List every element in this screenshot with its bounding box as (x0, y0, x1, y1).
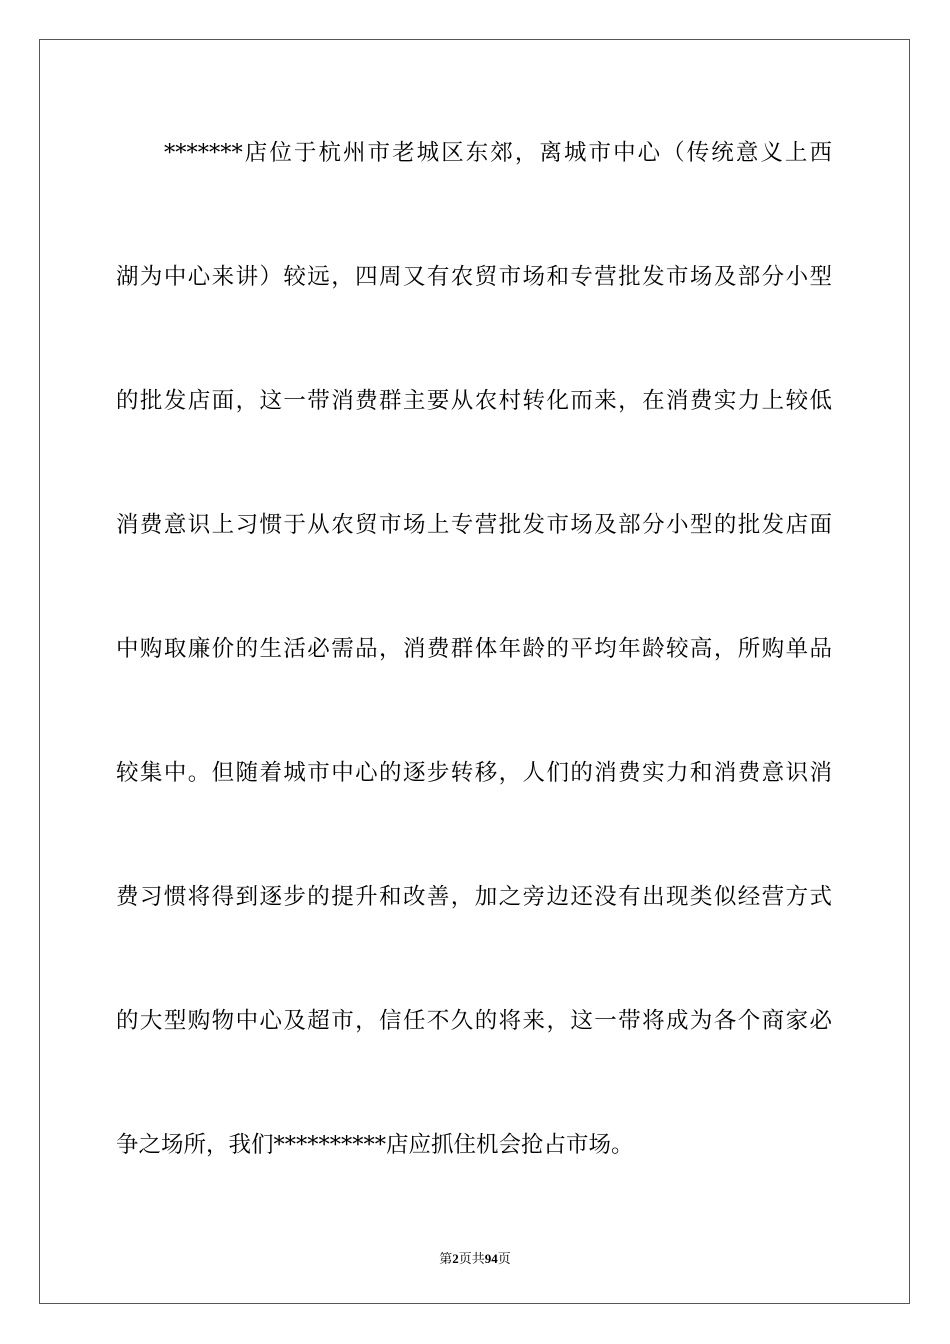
total-prefix: 共 (471, 1251, 485, 1266)
paragraph-line-7: 费习惯将得到逐步的提升和改善，加之旁边还没有出现类似经营方式 (116, 884, 832, 910)
total-pages: 94 (484, 1251, 498, 1266)
paragraph-line-8: 的大型购物中心及超市，信任不久的将来，这一带将成为各个商家必 (116, 1008, 832, 1034)
paragraph-line-5: 中购取廉价的生活必需品，消费群体年龄的平均年龄较高，所购单品 (116, 636, 832, 662)
paragraph-line-6: 较集中。但随着城市中心的逐步转移，人们的消费实力和消费意识消 (116, 760, 832, 786)
body-paragraph (116, 122, 832, 1238)
page-footer (0, 1248, 950, 1267)
page-prefix: 第 (439, 1251, 453, 1266)
total-suffix: 页 (497, 1251, 511, 1266)
paragraph-line-1: *******店位于杭州市老城区东郊，离城市中心（传统意义上西 (164, 140, 832, 166)
paragraph-line-3: 的批发店面，这一带消费群主要从农村转化而来，在消费实力上较低 (116, 388, 832, 414)
paragraph-line-4: 消费意识上习惯于从农贸市场上专营批发市场及部分小型的批发店面 (116, 512, 832, 538)
page-suffix: 页 (458, 1251, 472, 1266)
paragraph-line-9: 争之场所，我们**********店应抓住机会抢占市场。 (116, 1132, 634, 1158)
page-number: 2 (452, 1251, 459, 1266)
paragraph-line-2: 湖为中心来讲）较远，四周又有农贸市场和专营批发市场及部分小型 (116, 264, 832, 290)
